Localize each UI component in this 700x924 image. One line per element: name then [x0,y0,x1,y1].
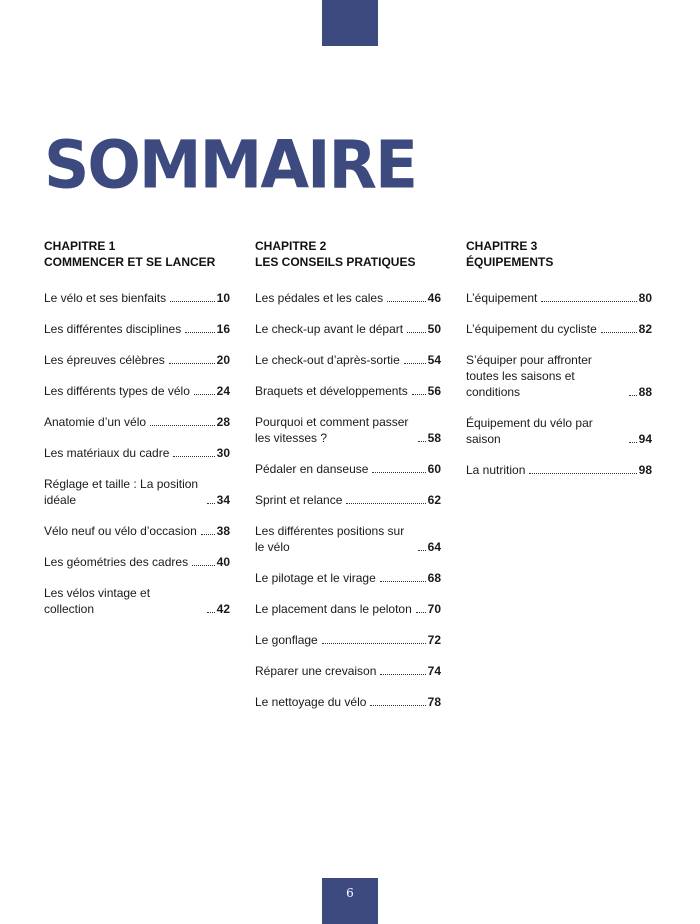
dot-leader [418,550,426,551]
toc-entry-title: Le nettoyage du vélo [255,695,367,709]
dot-leader [207,503,215,504]
dot-leader [185,332,214,333]
dot-leader [404,363,426,364]
dot-leader [372,472,425,473]
top-color-tab [322,0,378,46]
toc-entry-title: Vélo neuf ou vélo d’occasion [44,524,197,538]
dot-leader [407,332,426,333]
toc-entry-title: Les différents types de vélo [44,384,190,398]
toc-entry-title: Le check-up avant le départ [255,322,404,336]
toc-entry-title: Le pilotage et le virage [255,571,376,585]
toc-entry-page: 54 [427,353,441,367]
dot-leader [418,441,426,442]
toc-entry[interactable] [466,462,652,478]
toc-entry[interactable] [255,321,441,337]
toc-entry-page: 78 [427,695,441,709]
toc-entry-title: Pourquoi et comment passer les vitesses ? [255,415,409,445]
toc-entry[interactable] [255,601,441,617]
dot-leader [192,565,215,566]
chapter-3-name: ÉQUIPEMENTS [466,255,554,269]
chapter-3-label: CHAPITRE 3 [466,239,538,253]
toc-entry-page: 56 [427,384,441,398]
toc-entry[interactable] [44,352,230,368]
toc-entry[interactable] [44,383,230,399]
toc-entry[interactable] [466,290,652,306]
toc-entry-page: 16 [216,322,230,336]
dot-leader [370,705,425,706]
toc-entry-title: L’équipement [466,291,538,305]
toc-entry-page: 70 [427,602,441,616]
toc-entry[interactable] [255,694,441,710]
toc-entry-page: 88 [638,385,652,399]
toc-entry[interactable] [255,383,441,399]
chapter-1-column [44,238,230,632]
chapter-1-label: CHAPITRE 1 [44,239,116,253]
toc-entry-title: Le vélo et ses bienfaits [44,291,167,305]
toc-entry-title: Les géométries des cadres [44,555,189,569]
toc-entry-title: Le placement dans le peloton [255,602,412,616]
dot-leader [201,534,215,535]
chapter-3-heading [466,238,652,270]
toc-entry-page: 24 [216,384,230,398]
dot-leader [529,473,636,474]
dot-leader [601,332,637,333]
chapter-2-heading [255,238,441,270]
dot-leader [380,581,426,582]
dot-leader [169,363,215,364]
dot-leader [170,301,215,302]
toc-entry[interactable] [255,290,441,306]
toc-entry-title: Réglage et taille : La position idéale [44,477,199,507]
dot-leader [346,503,425,504]
dot-leader [412,394,426,395]
chapter-2-column [255,238,441,725]
dot-leader [150,425,215,426]
dot-leader [629,395,637,396]
chapter-2-name: LES CONSEILS PRATIQUES [255,255,416,269]
toc-entry-page: 74 [427,664,441,678]
toc-entry-title: Le gonflage [255,633,318,647]
toc-entry[interactable] [255,492,441,508]
toc-entry-page: 82 [638,322,652,336]
toc-entry[interactable] [466,415,652,447]
chapter-1-heading [44,238,230,270]
toc-entry[interactable] [466,352,652,400]
dot-leader [173,456,214,457]
toc-entry-page: 80 [638,291,652,305]
page-number: 6 [346,886,354,900]
chapter-3-column [466,238,652,493]
toc-entry-title: Sprint et relance [255,493,343,507]
toc-entry-page: 58 [427,431,441,445]
dot-leader [387,301,426,302]
toc-entry-title: Les épreuves célèbres [44,353,165,367]
toc-entry[interactable] [255,523,441,555]
toc-entry-page: 94 [638,432,652,446]
toc-entry-title: Les matériaux du cadre [44,446,170,460]
dot-leader [416,612,426,613]
toc-entry[interactable] [255,663,441,679]
toc-entry-title: Les différentes positions sur le vélo [255,524,405,554]
toc-entry-page: 38 [216,524,230,538]
toc-entry[interactable] [44,321,230,337]
toc-entry-title: Le check-out d’après-sortie [255,353,400,367]
toc-entry[interactable] [466,321,652,337]
dot-leader [322,643,426,644]
toc-entry-page: 30 [216,446,230,460]
toc-entry-page: 72 [427,633,441,647]
toc-entry-page: 20 [216,353,230,367]
toc-entry-title: Les pédales et les cales [255,291,384,305]
toc-entry-title: L’équipement du cycliste [466,322,597,336]
toc-entry[interactable] [44,445,230,461]
toc-entry-page: 28 [216,415,230,429]
toc-entry[interactable] [44,414,230,430]
chapter-2-label: CHAPITRE 2 [255,239,327,253]
toc-entry-title: Anatomie d’un vélo [44,415,147,429]
dot-leader [194,394,215,395]
toc-entry-page: 10 [216,291,230,305]
toc-entry[interactable] [44,476,230,508]
toc-entry[interactable] [255,414,441,446]
toc-entry[interactable] [44,523,230,539]
toc-entry-title: S’équiper pour affronter toutes les saisons et conditions [466,353,592,399]
toc-entry-page: 34 [216,493,230,507]
dot-leader [380,674,425,675]
toc-entry-title: Pédaler en danseuse [255,462,369,476]
toc-entry[interactable] [44,585,230,617]
toc-entry-title: Réparer une crevaison [255,664,377,678]
dot-leader [629,442,637,443]
toc-entry-title: Les différentes disciplines [44,322,182,336]
toc-entry[interactable] [44,290,230,306]
toc-entry[interactable] [255,570,441,586]
toc-entry[interactable] [255,632,441,648]
dot-leader [207,612,215,613]
toc-entry-page: 62 [427,493,441,507]
toc-entry-title: Équipement du vélo par saison [466,416,593,446]
toc-entry[interactable] [255,461,441,477]
toc-entry-page: 40 [216,555,230,569]
toc-entry-page: 42 [216,602,230,616]
dot-leader [541,301,636,302]
toc-entry-page: 60 [427,462,441,476]
toc-entry[interactable] [44,554,230,570]
toc-entry-page: 46 [427,291,441,305]
page-number-tab [322,878,378,924]
chapter-1-name: COMMENCER ET SE LANCER [44,255,216,269]
toc-entry-page: 68 [427,571,441,585]
page-title: SOMMAIRE [44,126,417,204]
toc-entry-page: 64 [427,540,441,554]
toc-entry-title: Braquets et développements [255,384,408,398]
toc-entry-title: Les vélos vintage et collection [44,586,151,616]
toc-entry-page: 50 [427,322,441,336]
toc-entry-page: 98 [638,463,652,477]
toc-entry[interactable] [255,352,441,368]
toc-entry-title: La nutrition [466,463,526,477]
